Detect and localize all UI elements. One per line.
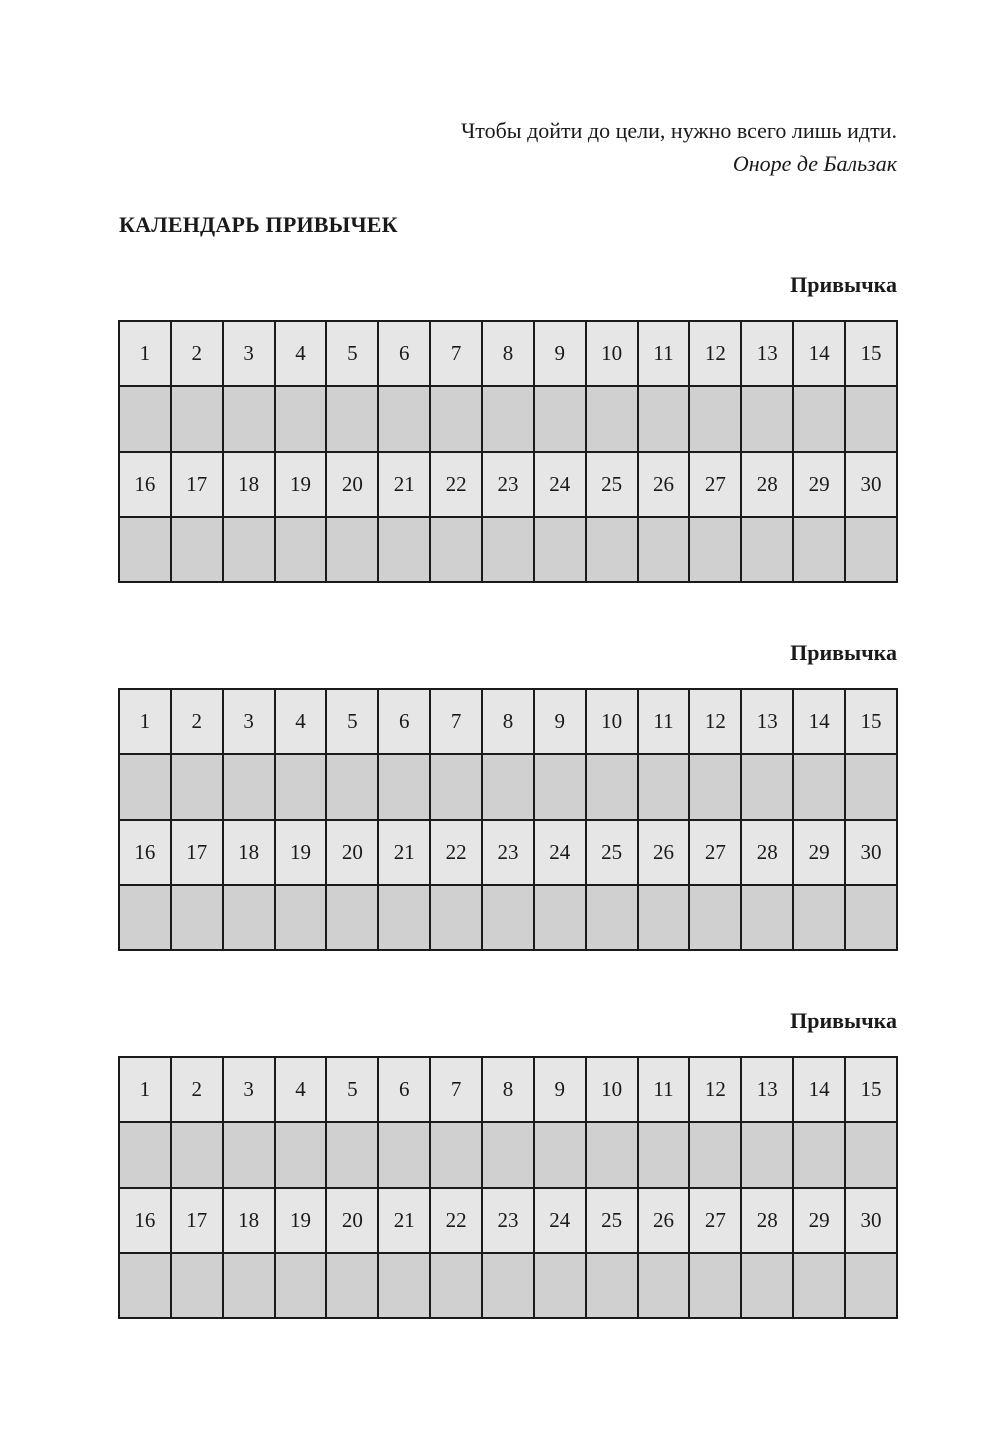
day-mark-cell[interactable]: [275, 885, 327, 950]
day-mark-cell[interactable]: [223, 1253, 275, 1318]
day-mark-cell[interactable]: [482, 1122, 534, 1187]
day-number-cell: 3: [223, 321, 275, 386]
day-number-cell: 13: [741, 689, 793, 754]
day-mark-cell[interactable]: [534, 754, 586, 819]
day-number-cell: 16: [119, 820, 171, 885]
day-number-cell: 28: [741, 1188, 793, 1253]
day-number-cell: 18: [223, 452, 275, 517]
day-mark-cell[interactable]: [482, 1253, 534, 1318]
day-mark-cell[interactable]: [482, 754, 534, 819]
day-mark-cell[interactable]: [119, 885, 171, 950]
habit-label: Привычка: [790, 1008, 897, 1033]
day-mark-cell[interactable]: [326, 754, 378, 819]
day-number-cell: 17: [171, 1188, 223, 1253]
day-number-cell: 3: [223, 689, 275, 754]
day-number-cell: 22: [430, 452, 482, 517]
day-number-cell: 27: [689, 820, 741, 885]
day-number-cell: 19: [275, 1188, 327, 1253]
habit-grid: [118, 688, 898, 951]
day-mark-cell[interactable]: [741, 1122, 793, 1187]
day-number-cell: 2: [171, 1057, 223, 1122]
day-number-cell: 16: [119, 452, 171, 517]
day-number-cell: 24: [534, 820, 586, 885]
day-mark-row: [119, 754, 897, 819]
day-mark-cell[interactable]: [223, 754, 275, 819]
day-mark-cell[interactable]: [741, 386, 793, 451]
day-number-cell: 3: [223, 1057, 275, 1122]
day-mark-cell[interactable]: [845, 1253, 897, 1318]
day-mark-cell[interactable]: [482, 517, 534, 582]
habit-grid: [118, 1056, 898, 1319]
day-mark-cell[interactable]: [845, 885, 897, 950]
day-mark-cell[interactable]: [223, 1122, 275, 1187]
day-mark-cell[interactable]: [378, 885, 430, 950]
habit-grid: [118, 320, 898, 583]
page-title: КАЛЕНДАРЬ ПРИВЫЧЕК: [119, 212, 398, 237]
day-mark-cell[interactable]: [638, 1253, 690, 1318]
day-number-cell: 17: [171, 820, 223, 885]
day-mark-cell[interactable]: [119, 754, 171, 819]
day-number-cell: 5: [326, 321, 378, 386]
day-number-cell: 22: [430, 1188, 482, 1253]
day-number-cell: 2: [171, 689, 223, 754]
day-number-cell: 5: [326, 1057, 378, 1122]
day-number-row: [119, 820, 897, 885]
day-mark-cell[interactable]: [741, 1253, 793, 1318]
day-number-cell: 21: [378, 452, 430, 517]
day-mark-cell[interactable]: [793, 1122, 845, 1187]
day-mark-cell[interactable]: [171, 1253, 223, 1318]
day-number-cell: 23: [482, 452, 534, 517]
day-number-cell: 14: [793, 1057, 845, 1122]
day-mark-cell[interactable]: [638, 1122, 690, 1187]
day-number-cell: 26: [638, 820, 690, 885]
day-number-cell: 12: [689, 689, 741, 754]
day-mark-cell[interactable]: [430, 1122, 482, 1187]
day-mark-cell[interactable]: [741, 754, 793, 819]
day-number-cell: 12: [689, 1057, 741, 1122]
day-number-cell: 4: [275, 1057, 327, 1122]
day-mark-cell[interactable]: [845, 386, 897, 451]
day-number-cell: 9: [534, 1057, 586, 1122]
day-number-cell: 1: [119, 689, 171, 754]
day-mark-cell[interactable]: [430, 754, 482, 819]
epigraph-author: Оноре де Бальзак: [732, 151, 897, 176]
day-mark-cell[interactable]: [275, 517, 327, 582]
day-number-cell: 7: [430, 321, 482, 386]
day-mark-cell[interactable]: [845, 517, 897, 582]
day-number-cell: 25: [586, 452, 638, 517]
day-mark-cell[interactable]: [119, 1122, 171, 1187]
day-number-cell: 15: [845, 1057, 897, 1122]
day-mark-cell[interactable]: [689, 1253, 741, 1318]
day-number-cell: 22: [430, 820, 482, 885]
day-mark-cell[interactable]: [638, 754, 690, 819]
day-mark-cell[interactable]: [430, 885, 482, 950]
day-number-cell: 4: [275, 321, 327, 386]
day-number-cell: 11: [638, 321, 690, 386]
day-mark-row: [119, 1253, 897, 1318]
day-mark-cell[interactable]: [275, 1253, 327, 1318]
day-number-cell: 6: [378, 1057, 430, 1122]
day-mark-cell[interactable]: [223, 885, 275, 950]
day-mark-cell[interactable]: [586, 754, 638, 819]
day-number-cell: 27: [689, 452, 741, 517]
day-mark-cell[interactable]: [741, 885, 793, 950]
day-mark-cell[interactable]: [171, 754, 223, 819]
day-number-cell: 10: [586, 689, 638, 754]
day-number-cell: 2: [171, 321, 223, 386]
day-mark-cell[interactable]: [638, 386, 690, 451]
day-number-row: [119, 1057, 897, 1122]
day-mark-cell[interactable]: [378, 1253, 430, 1318]
day-number-cell: 9: [534, 689, 586, 754]
day-mark-cell[interactable]: [119, 517, 171, 582]
day-mark-cell[interactable]: [534, 386, 586, 451]
day-number-cell: 8: [482, 321, 534, 386]
day-mark-cell[interactable]: [275, 386, 327, 451]
day-mark-row: [119, 885, 897, 950]
day-number-cell: 30: [845, 1188, 897, 1253]
day-number-cell: 20: [326, 452, 378, 517]
day-number-cell: 8: [482, 1057, 534, 1122]
day-mark-cell[interactable]: [689, 517, 741, 582]
day-number-cell: 23: [482, 1188, 534, 1253]
day-number-cell: 9: [534, 321, 586, 386]
day-number-cell: 4: [275, 689, 327, 754]
day-number-cell: 27: [689, 1188, 741, 1253]
day-number-cell: 25: [586, 1188, 638, 1253]
day-number-cell: 29: [793, 1188, 845, 1253]
day-mark-cell[interactable]: [326, 885, 378, 950]
day-number-cell: 6: [378, 689, 430, 754]
day-mark-row: [119, 386, 897, 451]
day-mark-cell[interactable]: [119, 386, 171, 451]
day-mark-cell[interactable]: [326, 1122, 378, 1187]
day-mark-cell[interactable]: [482, 386, 534, 451]
day-number-cell: 21: [378, 820, 430, 885]
day-number-cell: 24: [534, 1188, 586, 1253]
day-mark-cell[interactable]: [845, 1122, 897, 1187]
day-number-cell: 10: [586, 1057, 638, 1122]
day-number-cell: 13: [741, 321, 793, 386]
day-number-cell: 15: [845, 321, 897, 386]
day-number-cell: 13: [741, 1057, 793, 1122]
day-mark-cell[interactable]: [586, 1253, 638, 1318]
day-mark-cell[interactable]: [275, 1122, 327, 1187]
day-mark-cell[interactable]: [586, 517, 638, 582]
day-mark-row: [119, 517, 897, 582]
day-mark-cell[interactable]: [430, 386, 482, 451]
day-number-cell: 18: [223, 820, 275, 885]
day-mark-cell[interactable]: [689, 1122, 741, 1187]
day-number-cell: 19: [275, 820, 327, 885]
day-number-row: [119, 1188, 897, 1253]
day-number-cell: 8: [482, 689, 534, 754]
day-number-cell: 26: [638, 1188, 690, 1253]
day-mark-cell[interactable]: [326, 386, 378, 451]
day-mark-cell[interactable]: [586, 885, 638, 950]
day-mark-cell[interactable]: [378, 386, 430, 451]
day-number-cell: 1: [119, 321, 171, 386]
day-number-cell: 7: [430, 689, 482, 754]
day-number-cell: 18: [223, 1188, 275, 1253]
day-mark-cell[interactable]: [534, 517, 586, 582]
day-mark-cell[interactable]: [793, 754, 845, 819]
day-number-cell: 28: [741, 820, 793, 885]
day-number-cell: 16: [119, 1188, 171, 1253]
day-mark-cell[interactable]: [119, 1253, 171, 1318]
day-mark-cell[interactable]: [534, 1253, 586, 1318]
day-mark-cell[interactable]: [689, 386, 741, 451]
day-number-cell: 19: [275, 452, 327, 517]
day-number-cell: 28: [741, 452, 793, 517]
day-mark-cell[interactable]: [171, 386, 223, 451]
day-mark-row: [119, 1122, 897, 1187]
habit-label: Привычка: [790, 640, 897, 665]
day-mark-cell[interactable]: [793, 386, 845, 451]
day-number-cell: 23: [482, 820, 534, 885]
day-mark-cell[interactable]: [223, 386, 275, 451]
day-number-cell: 30: [845, 820, 897, 885]
day-number-cell: 26: [638, 452, 690, 517]
epigraph: [461, 114, 897, 180]
day-number-cell: 7: [430, 1057, 482, 1122]
day-mark-cell[interactable]: [171, 517, 223, 582]
day-mark-cell[interactable]: [793, 517, 845, 582]
day-mark-cell[interactable]: [430, 1253, 482, 1318]
day-mark-cell[interactable]: [326, 1253, 378, 1318]
day-mark-cell[interactable]: [171, 1122, 223, 1187]
day-number-cell: 29: [793, 820, 845, 885]
day-mark-cell[interactable]: [223, 517, 275, 582]
day-number-row: [119, 452, 897, 517]
day-mark-cell[interactable]: [586, 1122, 638, 1187]
day-mark-cell[interactable]: [638, 517, 690, 582]
day-number-cell: 11: [638, 689, 690, 754]
day-mark-cell[interactable]: [638, 885, 690, 950]
day-mark-cell[interactable]: [793, 885, 845, 950]
day-number-cell: 17: [171, 452, 223, 517]
day-mark-cell[interactable]: [430, 517, 482, 582]
day-mark-cell[interactable]: [741, 517, 793, 582]
day-number-cell: 6: [378, 321, 430, 386]
day-number-cell: 24: [534, 452, 586, 517]
day-number-cell: 5: [326, 689, 378, 754]
day-mark-cell[interactable]: [689, 885, 741, 950]
day-number-cell: 10: [586, 321, 638, 386]
day-mark-cell[interactable]: [793, 1253, 845, 1318]
day-mark-cell[interactable]: [534, 885, 586, 950]
day-number-cell: 12: [689, 321, 741, 386]
habit-label: Привычка: [790, 272, 897, 297]
day-mark-cell[interactable]: [586, 386, 638, 451]
day-number-cell: 11: [638, 1057, 690, 1122]
day-mark-cell[interactable]: [534, 1122, 586, 1187]
day-number-cell: 29: [793, 452, 845, 517]
day-mark-cell[interactable]: [378, 1122, 430, 1187]
day-mark-cell[interactable]: [689, 754, 741, 819]
day-mark-cell[interactable]: [378, 517, 430, 582]
day-number-row: [119, 689, 897, 754]
day-number-row: [119, 321, 897, 386]
day-number-cell: 21: [378, 1188, 430, 1253]
day-number-cell: 25: [586, 820, 638, 885]
day-mark-cell[interactable]: [326, 517, 378, 582]
day-mark-cell[interactable]: [378, 754, 430, 819]
day-number-cell: 15: [845, 689, 897, 754]
day-mark-cell[interactable]: [275, 754, 327, 819]
day-number-cell: 14: [793, 689, 845, 754]
day-number-cell: 1: [119, 1057, 171, 1122]
epigraph-quote: Чтобы дойти до цели, нужно всего лишь идти.: [460, 118, 897, 143]
day-mark-cell[interactable]: [482, 885, 534, 950]
day-number-cell: 20: [326, 1188, 378, 1253]
day-mark-cell[interactable]: [845, 754, 897, 819]
day-mark-cell[interactable]: [171, 885, 223, 950]
day-number-cell: 14: [793, 321, 845, 386]
day-number-cell: 30: [845, 452, 897, 517]
day-number-cell: 20: [326, 820, 378, 885]
